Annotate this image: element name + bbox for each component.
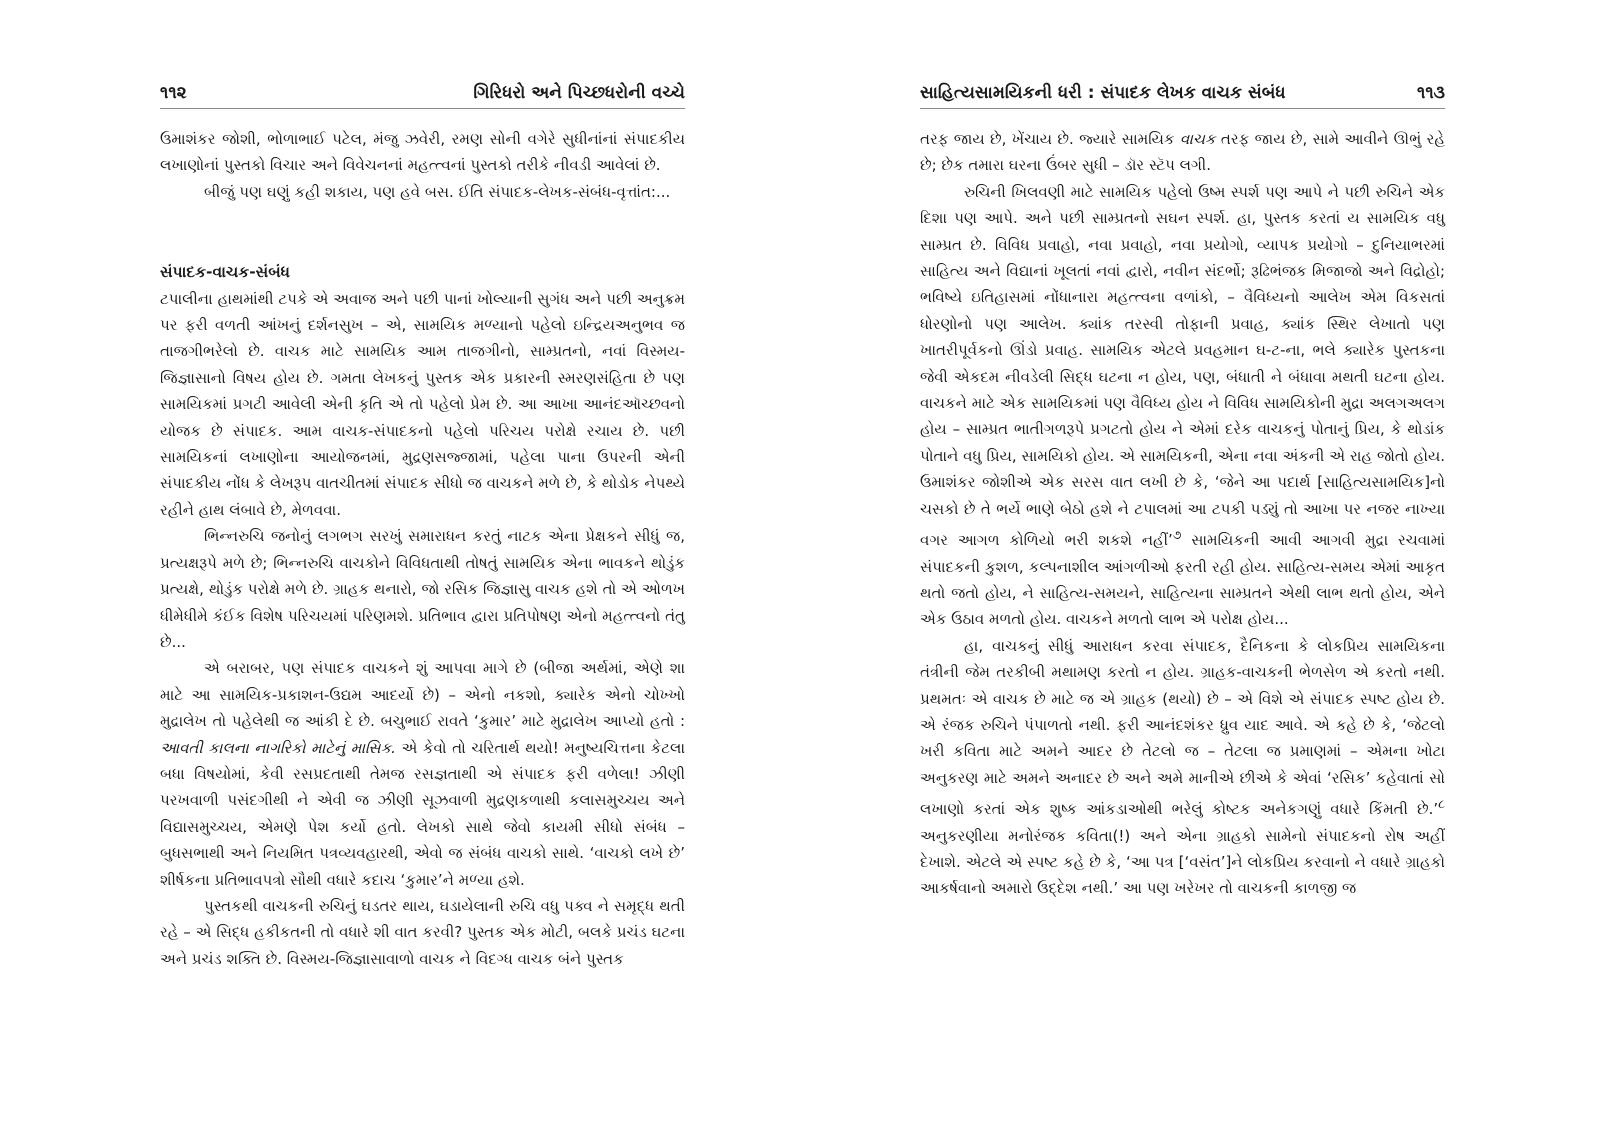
left-paragraph-3: ટપાલીના હાથમાંથી ટપકે એ અવાજ અને પછી પાનાં ખોલ્યાની સુગંધ અને પછી અનુક્રમ પર ફરી વળતી આંખનું દર્શનસુખ – એ, સામયિક મળ્યાનો પહેલો ઇન્દ્રિયઅનુભવ જ તાજગીભરેલો છે. વાચક માટે સામયિક આમ તાજગીનો, સામ્પ્રતનો, નવાં વિસ્મય-જિજ્ઞાસાનો વિષય હોય છે. ગમતા લેખકનું પુસ્તક એક પ્રકારની સ્મરણસંહિતા છે પણ સામયિકમાં પ્રગટી આવેલી એની કૃતિ એ તો પહેલો પ્રેમ છે. આ આખા આનંદઑચ્છવનો યોજક છે સંપાદક. આમ વાચક-સંપાદકનો પહેલો પરિચય પરોક્ષે રચાય છે. પછી સામયિકનાં લખાણોના આયોજનમાં, મુદ્રણસજ્જામાં, પહેલા પાના ઉપરની એની સંપાદકીય નોંધ કે લેખરૂપ વાતચીતમાં સંપાદક સીધો જ વાચકને મળે છે, કે થોડોક નેપથ્યે રહીને હાથ લંબાવે છે, મેળવવા. bbox=[160, 289, 685, 519]
left-body-text bbox=[160, 126, 685, 972]
right-page bbox=[920, 0, 1445, 1131]
right-header-rule bbox=[920, 108, 1445, 109]
kumar-motto: આવતી કાલના નાગરિકો માટેનું માસિક. bbox=[160, 738, 396, 757]
left-page-number: ૧૧૨ bbox=[160, 83, 187, 103]
footnote-ref-8: ૮ bbox=[1438, 796, 1445, 812]
left-paragraph-5-text-a: એ બરાબર, પણ સંપાદક વાચકને શું આપવા માગે છે (બીજા અર્થમાં, એણે શા માટે આ સામયિક-પ્રકાશન-ઉદ્યમ આદર્યો છે) – એનો નકશો, ક્યારેક એનો ચોખ્ખો મુદ્રાલેખ તો પહેલેથી જ આંકી દે છે. બચુભાઈ રાવતે ‘કુમાર’ માટે મુદ્રાલેખ આપ્યો હતો : bbox=[160, 659, 685, 731]
right-paragraph-2-text-a: રુચિની ખિલવણી માટે સામયિક પહેલો ઉષ્મ સ્પર્શ પણ આપે ને પછી રુચિને એક દિશા પણ આપે. અને પછી સામ્પ્રતનો સઘન સ્પર્શ. હા, પુસ્તક કરતાં ય સામયિક વધુ સામ્પ્રત છે. વિવિધ પ્રવાહો, નવા પ્રવાહો, નવા પ્રયોગો, વ્યાપક પ્રયોગો – દુનિયાભરમાં સાહિત્ય અને વિદ્યાનાં ખૂલતાં નવાં દ્વારો, નવીન સંદર્ભો; રૂઢિભંજક મિજાજો અને વિદ્રોહો; ભવિષ્યે ઇતિહાસમાં નોંધાનારા મહત્ત્વના વળાંકો, – વૈવિધ્યનો આલેખ એમ વિકસતાં ધોરણોનો પણ આલેખ. ક્યાંક તરસ્વી તોફાની પ્રવાહ, ક્યાંક સ્થિર લેખાતો પણ ખાતરીપૂર્વકનો ઊંડો પ્રવાહ. સામયિક એટલે પ્રવહમાન ઘ-ટ-ના, ભલે ક્યારેક પુસ્તકના જેવી એકદમ નીવડેલી સિદ્ધ ઘટના ન હોય, પણ, બંધાતી ને બંધાવા મથતી ઘટના હોય. વાચકને માટે એક સામયિકમાં પણ વૈવિધ્ય હોય ને વિવિધ સામયિકોની મુદ્રા અલગઅલગ હોય – સામ્પ્રત ભાતીગળરૂપે પ્રગટતો હોય ને એમાં દરેક વાચકનું પોતાનું પ્રિય, કે થોડાંક પોતાને વધુ પ્રિય, સામયિકો હોય. એ સામયિકની, એના નવા અંકની એ રાહ જોતો હોય. ઉમાશંકર જોશીએ એક સરસ વાત લખી છે કે, ‘જેને આ પદાર્થ [સાહિત્યસામયિક]નો ચસકો છે તે ભર્યે ભાણે બેઠો હશે ને ટપાલમાં આ ટપકી પડ્યું તો આખા પર નજર નાખ્યા વગર આગળ કોળિયો ભરી શકશે નહીં’ bbox=[920, 182, 1445, 550]
section-heading: સંપાદક-વાચક-સંબંધ bbox=[160, 263, 290, 282]
left-running-head bbox=[160, 80, 685, 106]
left-page bbox=[160, 0, 685, 1131]
footnote-ref-7: ૭ bbox=[1172, 527, 1182, 543]
left-paragraph-2: બીજું પણ ઘણું કહી શકાય, પણ હવે બસ. ઈતિ સંપાદક-લેખક-સંબંધ-વૃત્તાંત:... bbox=[204, 182, 671, 201]
right-paragraph-1 bbox=[920, 126, 1445, 179]
right-running-title: સાહિત્યસામયિકની ધરી : સંપાદક લેખક વાચક સંબંધ bbox=[920, 83, 1286, 103]
right-paragraph-3-text-b: અનુકરણીયા મનોરંજક કવિતા(!) અને એના ગ્રાહકો સામેનો સંપાદકનો રોષ અહીં દેખાશે. એટલે એ સ્પષ્ટ કહે છે કે, ‘આ પત્ર [‘વસંત’]ને લોકપ્રિય કરવાનો ને વધારે ગ્રાહકો આકર્ષવાનો અમારો ઉદ્દેશ નથી.’ આ પણ ખરેખર તો વાચકની કાળજી જ bbox=[920, 826, 1445, 898]
right-paragraph-2-text-b: સામયિકની આવી આગવી મુદ્રા રચવામાં સંપાદકની કુશળ, કલ્પનાશીલ આંગળીઓ ફરતી રહી હોય. સાહિત્ય-સમય એમાં આકૃત થતો જતો હોય, ને સાહિત્ય-સમયને, સાહિત્યના સામ્પ્રતને એથી લાભ થતો હોય, એને એક ઉઠાવ મળતો હોય. વાચકને મળતો લાભ એ પરોક્ષ હોય... bbox=[920, 531, 1445, 629]
reader-emphasis: વાચક bbox=[1179, 130, 1216, 148]
right-paragraph-3 bbox=[920, 633, 1445, 902]
left-paragraph-6: પુસ્તકથી વાચકની રુચિનું ઘડતર થાય, ઘડાયેલાની રુચિ વધુ પક્વ ને સમૃદ્ધ થતી રહે – એ સિદ્ધ હકીકતની તો વધારે શી વાત કરવી? પુસ્તક એક મોટી, બલકે પ્રચંડ ઘટના અને પ્રચંડ શક્તિ છે. વિસ્મય-જિજ્ઞાસાવાળો વાચક ને વિદગ્ધ વાચક બંને પુસ્તક bbox=[160, 896, 685, 968]
right-body-text bbox=[920, 126, 1445, 902]
right-paragraph-1-text-b: તરફ જાય છે, સામે આવીને ઊભું રહે છે; છેક તમારા ઘરના ઉંબર સુધી – ડૉર સ્ટૅપ લગી. bbox=[920, 130, 1445, 175]
right-page-number: ૧૧૩ bbox=[1417, 83, 1445, 103]
right-paragraph-1-text-a: તરફ જાય છે, ખેંચાય છે. જ્યારે સામયિક bbox=[920, 130, 1180, 148]
left-paragraph-5 bbox=[160, 655, 685, 893]
left-paragraph-1: ઉમાશંકર જોશી, ભોળાભાઈ પટેલ, મંજુ ઝવેરી, રમણ સોની વગેરે સુધીનાંનાં સંપાદકીય લખાણોનાં પુસ્તકો વિચાર અને વિવેચનનાં મહત્ત્વનાં પુસ્તકો તરીકે નીવડી આવેલાં છે. bbox=[160, 130, 685, 175]
left-header-rule bbox=[160, 108, 685, 109]
left-running-title: ગિરિધરો અને પિચ્છધરોની વચ્ચે bbox=[473, 83, 685, 103]
section-gap bbox=[160, 205, 685, 259]
right-running-head bbox=[920, 80, 1445, 106]
left-paragraph-4: ભિન્નરુચિ જનોનું લગભગ સરખું સમારાધન કરતું નાટક એના પ્રેક્ષકને સીધું જ, પ્રત્યક્ષરૂપે મળે છે; ભિન્નરુચિ વાચકોને વિવિધતાથી તોષતું સામયિક એના ભાવકને થોડુંક પ્રત્યક્ષે, થોડુંક પરોક્ષે મળે છે. ગ્રાહક થનારો, જો રસિક જિજ્ઞાસુ વાચક હશે તો એ ઓળખ ધીમેધીમે કંઈક વિશેષ પરિચયમાં પરિણમશે. પ્રતિભાવ દ્વારા પ્રતિપોષણ એનો મહત્ત્વનો તંતુ છે... bbox=[160, 527, 685, 651]
right-paragraph-3-text-a: હા, વાચકનું સીધું આરાધન કરવા સંપાદક, દૈનિકના કે લોકપ્રિય સામયિકના તંત્રીની જેમ તરકીબી મથામણ કરતો ન હોય. ગ્રાહક-વાચકની ભેળસેળ એ કરતો નથી. પ્રથમતઃ એ વાચક છે માટે જ એ ગ્રાહક (થયો) છે – એ વિશે એ સંપાદક સ્પષ્ટ હોય છે. એ રંજક રુચિને પંપાળતો નથી. ફરી આનંદશંકર ધ્રુવ યાદ આવે. એ કહે છે કે, ‘જેટલો ખરી કવિતા માટે અમને આદર છે તેટલો જ – તેટલા જ પ્રમાણમાં – એમના ખોટા અનુકરણ માટે અમને અનાદર છે અને અમે માનીએ છીએ કે એવાં ‘રસિક’ કહેવાતાં સો લખાણો કરતાં એક શુષ્ક આંકડાઓથી ભરેલું કોષ્ટક અનેકગણું વધારે કિંમતી છે.’ bbox=[920, 636, 1445, 819]
right-paragraph-2 bbox=[920, 179, 1445, 633]
left-paragraph-5-text-b: એ કેવો તો ચરિતાર્થ થયો! મનુષ્યચિત્તના કેટલા બધા વિષયોમાં, કેવી રસપ્રદતાથી તેમજ રસજ્ઞતાથી એ સંપાદક ફરી વળેલા! ઝીણી પરખવાળી પસંદગીથી ને એવી જ ઝીણી સૂઝવાળી મુદ્રણકળાથી કલાસમુચ્ચય અને વિદ્યાસમુચ્ચય, એમણે પેશ કર્યો હતો. લેખકો સાથે જેવો કાયમી સીધો સંબંધ – બુધસભાથી અને નિયમિત પત્રવ્યવહારથી, એવો જ સંબંધ વાચકો સાથે. ‘વાચકો લખે છે’ શીર્ષકના પ્રતિભાવપત્રો સૌથી વધારે કદાચ ‘કુમાર’ને મળ્યા હશે. bbox=[160, 738, 685, 889]
